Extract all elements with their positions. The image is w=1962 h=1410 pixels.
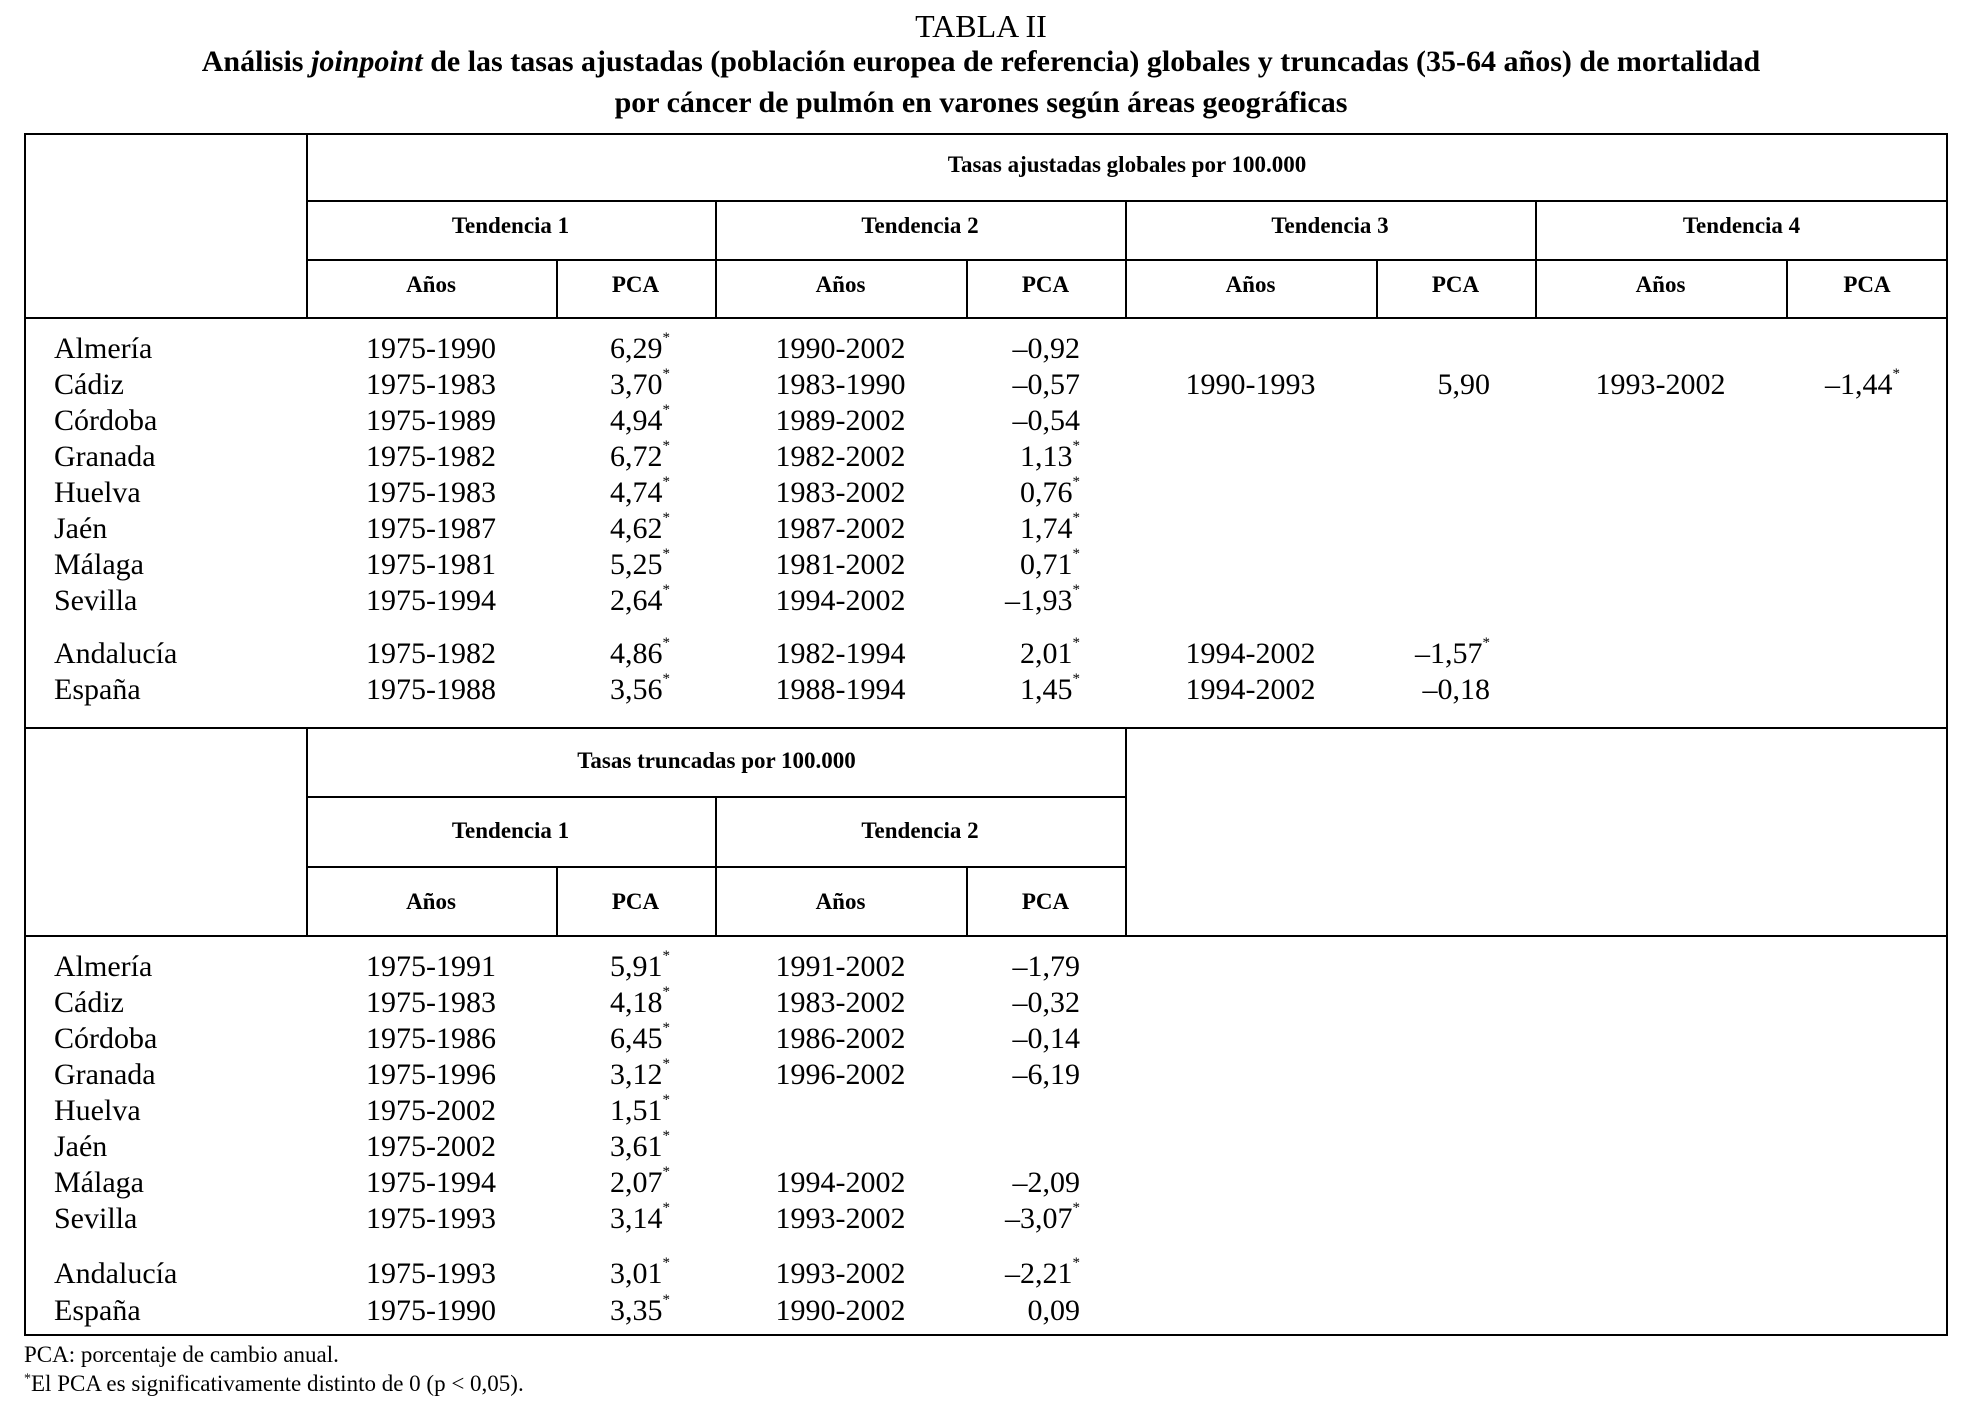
cell-pca xyxy=(1013,367,1081,403)
row-area-value: Córdoba xyxy=(54,1022,158,1055)
cell-years-value: 1990-2002 xyxy=(775,332,906,365)
cell-years-value: 1987-2002 xyxy=(775,512,906,545)
cell-pca-value: –1,93 xyxy=(1005,584,1073,617)
cell-years xyxy=(715,949,966,985)
cell-years-value: 1994-2002 xyxy=(775,584,906,617)
cell-pca-value: –6,19 xyxy=(1012,1058,1080,1091)
header-trend2: Tendencia 2 xyxy=(861,818,979,843)
cell-pca xyxy=(610,1093,670,1129)
row-area xyxy=(54,1093,141,1129)
cell-pca-value: –1,79 xyxy=(1012,950,1080,983)
cell-pca-value: 0,09 xyxy=(1027,1294,1080,1327)
significance-mark: * xyxy=(662,510,670,526)
row-area xyxy=(54,1165,144,1201)
header-trend4: Tendencia 4 xyxy=(1682,213,1801,238)
cell-pca xyxy=(610,1293,670,1329)
rule xyxy=(24,133,1948,135)
cell-pca-value: –0,54 xyxy=(1012,404,1080,437)
cell-years-value: 1975-1990 xyxy=(366,1294,496,1327)
significance-mark: * xyxy=(662,1020,670,1036)
cell-years-value: 1988-1994 xyxy=(775,673,906,706)
cell-years-value: 1975-1993 xyxy=(366,1257,496,1290)
cell-years xyxy=(715,636,966,672)
cell-pca-value: 3,12 xyxy=(610,1058,663,1091)
footnote-significance xyxy=(24,1371,524,1397)
cell-years xyxy=(306,1165,556,1201)
cell-pca-value: 3,70 xyxy=(610,368,663,401)
cell-pca-value: 3,56 xyxy=(610,673,663,706)
cell-years xyxy=(306,1201,556,1237)
significance-mark: * xyxy=(662,402,670,418)
cell-years-value: 1983-1990 xyxy=(775,368,906,401)
cell-years-value: 1993-2002 xyxy=(775,1202,906,1235)
cell-pca xyxy=(1005,1256,1080,1292)
cell-years-value: 1996-2002 xyxy=(775,1058,906,1091)
row-area xyxy=(54,403,157,439)
rule xyxy=(306,259,1948,261)
rule xyxy=(1946,133,1948,1335)
cell-pca xyxy=(610,583,670,619)
cell-pca xyxy=(1013,1165,1081,1201)
cell-pca xyxy=(610,636,670,672)
header-pca: PCA xyxy=(611,272,660,297)
cell-years xyxy=(306,511,556,547)
rule xyxy=(24,1334,1948,1336)
header-pca: PCA xyxy=(1021,272,1070,297)
significance-mark: * xyxy=(662,546,670,562)
cell-years-value: 1975-1983 xyxy=(366,986,496,1019)
cell-years-value: 1983-2002 xyxy=(775,986,906,1019)
cell-pca-value: 3,01 xyxy=(610,1257,663,1290)
significance-mark: * xyxy=(662,474,670,490)
significance-mark: * xyxy=(1072,671,1080,687)
cell-pca-value: –0,92 xyxy=(1012,332,1080,365)
cell-pca-value: 4,18 xyxy=(610,986,663,1019)
cell-years-value: 1975-1983 xyxy=(366,368,496,401)
row-area-value: Andalucía xyxy=(54,637,178,670)
significance-mark: * xyxy=(662,438,670,454)
cell-pca-value: 1,45 xyxy=(1020,673,1073,706)
cell-years xyxy=(715,475,966,511)
cell-years-value: 1975-1981 xyxy=(366,548,496,581)
significance-mark: * xyxy=(1892,366,1900,382)
cell-years-value: 1975-1988 xyxy=(366,673,496,706)
cell-pca-value: –0,18 xyxy=(1422,673,1490,706)
row-area xyxy=(54,475,141,511)
cell-pca-value: 0,76 xyxy=(1020,476,1073,509)
row-area-value: Jaén xyxy=(54,1130,108,1163)
header-pca: PCA xyxy=(1843,272,1891,297)
cell-years xyxy=(1125,672,1376,708)
cell-pca-value: 6,45 xyxy=(610,1022,663,1055)
cell-pca xyxy=(1415,636,1490,672)
row-area-value: Andalucía xyxy=(54,1257,178,1290)
significance-mark: * xyxy=(1072,582,1080,598)
row-area xyxy=(54,331,152,367)
rule xyxy=(24,727,1948,729)
cell-pca-value: 5,91 xyxy=(610,950,663,983)
cell-years xyxy=(306,1256,556,1292)
row-area-value: Huelva xyxy=(54,1094,141,1127)
cell-years-value: 1994-2002 xyxy=(1185,673,1316,706)
cell-years-value: 1975-1986 xyxy=(366,1022,496,1055)
cell-years-value: 1975-1989 xyxy=(366,404,496,437)
cell-pca xyxy=(610,1256,670,1292)
cell-years xyxy=(306,439,556,475)
title-italic: joinpoint xyxy=(310,45,423,78)
row-area xyxy=(54,1256,177,1292)
significance-mark: * xyxy=(662,366,670,382)
cell-pca xyxy=(610,439,670,475)
cell-years xyxy=(306,331,556,367)
cell-years xyxy=(306,367,556,403)
cell-pca-value: 0,71 xyxy=(1020,548,1073,581)
cell-pca-value: 3,35 xyxy=(610,1294,663,1327)
cell-pca-value: –3,07 xyxy=(1005,1202,1073,1235)
table-title-line2: por cáncer de pulmón en varones según áreas geográficas xyxy=(614,86,1348,119)
cell-pca-value: –0,32 xyxy=(1012,986,1080,1019)
significance-mark: * xyxy=(1072,1255,1080,1271)
significance-mark: * xyxy=(1072,635,1080,651)
cell-pca-value: –0,14 xyxy=(1012,1022,1080,1055)
significance-mark: * xyxy=(662,330,670,346)
header-pca: PCA xyxy=(1021,889,1070,914)
cell-pca xyxy=(1013,331,1081,367)
title-part: de las tasas ajustadas (población europea de referencia) globales y truncadas (35-64 años) de mortalidad xyxy=(422,45,1761,78)
significance-mark: * xyxy=(662,671,670,687)
cell-years xyxy=(306,985,556,1021)
cell-pca-value: 1,74 xyxy=(1020,512,1073,545)
cell-pca xyxy=(1020,672,1080,708)
cell-years xyxy=(715,367,966,403)
significance-mark: * xyxy=(1072,1200,1080,1216)
cell-years-value: 1990-2002 xyxy=(775,1294,906,1327)
cell-years xyxy=(1535,367,1786,403)
header-years: Años xyxy=(815,889,866,914)
cell-years-value: 1993-2002 xyxy=(775,1257,906,1290)
cell-pca-value: 3,61 xyxy=(610,1130,663,1163)
cell-pca-value: –0,57 xyxy=(1012,368,1080,401)
cell-pca-value: 2,64 xyxy=(610,584,663,617)
cell-years-value: 1991-2002 xyxy=(775,950,906,983)
cell-pca-value: 1,51 xyxy=(610,1094,663,1127)
cell-pca-value: 5,90 xyxy=(1437,368,1490,401)
row-area-value: Sevilla xyxy=(54,1202,138,1235)
row-area-value: Granada xyxy=(54,1058,156,1091)
header-pca: PCA xyxy=(611,889,660,914)
cell-pca xyxy=(610,1057,670,1093)
cell-pca xyxy=(1020,511,1080,547)
header-years: Años xyxy=(1635,272,1686,297)
cell-years xyxy=(715,511,966,547)
cell-years xyxy=(306,1021,556,1057)
cell-pca xyxy=(1028,1293,1081,1329)
cell-pca-value: 2,01 xyxy=(1020,637,1073,670)
cell-pca-value: –1,44 xyxy=(1825,368,1893,401)
cell-pca-value: 5,25 xyxy=(610,548,663,581)
significance-mark: * xyxy=(1482,635,1490,651)
row-area xyxy=(54,985,124,1021)
cell-years xyxy=(306,403,556,439)
footnote-text: El PCA es significativamente distinto de 0 (p < 0,05). xyxy=(31,1371,524,1396)
cell-years xyxy=(306,636,556,672)
cell-pca xyxy=(1013,1057,1081,1093)
title-part: Análisis xyxy=(201,45,311,78)
cell-pca xyxy=(610,547,670,583)
significance-mark: * xyxy=(662,1255,670,1271)
cell-pca-value: 4,94 xyxy=(610,404,663,437)
significance-mark: * xyxy=(662,984,670,1000)
significance-mark: * xyxy=(662,635,670,651)
cell-years-value: 1982-2002 xyxy=(775,440,906,473)
cell-pca xyxy=(1020,475,1080,511)
cell-years xyxy=(306,1293,556,1329)
header-trend2: Tendencia 2 xyxy=(861,213,979,238)
cell-pca-value: 6,29 xyxy=(610,332,663,365)
significance-mark: * xyxy=(662,1056,670,1072)
cell-years xyxy=(715,1293,966,1329)
cell-pca xyxy=(1005,583,1080,619)
cell-years xyxy=(306,583,556,619)
rule xyxy=(715,796,717,936)
row-area xyxy=(54,439,156,475)
cell-years xyxy=(715,1256,966,1292)
header-trend3: Tendencia 3 xyxy=(1271,213,1389,238)
cell-pca xyxy=(610,1165,670,1201)
row-area-value: Granada xyxy=(54,440,156,473)
row-area-value: Málaga xyxy=(54,548,144,581)
row-area xyxy=(54,1057,156,1093)
header-trend1: Tendencia 1 xyxy=(451,213,570,238)
cell-years-value: 1982-1994 xyxy=(775,637,906,670)
cell-years-value: 1986-2002 xyxy=(775,1022,906,1055)
cell-years xyxy=(715,985,966,1021)
row-area-value: Córdoba xyxy=(54,404,158,437)
cell-years xyxy=(715,1201,966,1237)
row-area-value: España xyxy=(54,1294,141,1327)
row-area-value: Cádiz xyxy=(54,368,124,401)
cell-years-value: 1983-2002 xyxy=(775,476,906,509)
cell-pca-value: 4,62 xyxy=(610,512,663,545)
row-area xyxy=(54,1201,137,1237)
cell-years xyxy=(306,1057,556,1093)
cell-years-value: 1975-1982 xyxy=(366,637,496,670)
row-area xyxy=(54,1021,157,1057)
significance-mark: * xyxy=(662,948,670,964)
footnote-pca: PCA: porcentaje de cambio anual. xyxy=(24,1342,339,1367)
cell-years-value: 1975-1994 xyxy=(366,1166,496,1199)
header-global-rates: Tasas ajustadas globales por 100.000 xyxy=(947,152,1307,177)
cell-years-value: 1990-1993 xyxy=(1185,368,1316,401)
cell-years-value: 1989-2002 xyxy=(775,404,906,437)
cell-pca xyxy=(1020,636,1080,672)
row-area-value: Sevilla xyxy=(54,584,138,617)
cell-years-value: 1981-2002 xyxy=(775,548,906,581)
cell-years-value: 1975-1983 xyxy=(366,476,496,509)
cell-pca xyxy=(1020,439,1080,475)
row-area xyxy=(54,547,144,583)
header-truncated-rates: Tasas truncadas por 100.000 xyxy=(577,748,856,773)
cell-years xyxy=(306,475,556,511)
row-area xyxy=(54,949,152,985)
cell-pca xyxy=(610,985,670,1021)
cell-years xyxy=(715,439,966,475)
header-years: Años xyxy=(406,889,456,914)
rule xyxy=(24,133,26,1335)
cell-pca xyxy=(610,475,670,511)
significance-mark: * xyxy=(662,1164,670,1180)
cell-years-value: 1975-1991 xyxy=(366,950,496,983)
row-area xyxy=(54,1129,107,1165)
significance-mark: * xyxy=(1072,438,1080,454)
cell-pca xyxy=(1013,1021,1081,1057)
rule xyxy=(24,317,1948,319)
row-area-value: Cádiz xyxy=(54,986,124,1019)
cell-years xyxy=(1125,636,1376,672)
rule xyxy=(306,200,1948,202)
cell-years xyxy=(306,1093,556,1129)
cell-years xyxy=(306,1129,556,1165)
row-area xyxy=(54,636,177,672)
cell-years-value: 1994-2002 xyxy=(775,1166,906,1199)
cell-pca xyxy=(610,1201,670,1237)
cell-pca xyxy=(610,331,670,367)
significance-mark: * xyxy=(662,1128,670,1144)
cell-pca xyxy=(1013,985,1081,1021)
table-label: TABLA II xyxy=(915,8,1047,44)
cell-pca xyxy=(1005,1201,1080,1237)
cell-pca-value: –2,21 xyxy=(1005,1257,1073,1290)
row-area-value: Málaga xyxy=(54,1166,144,1199)
header-pca: PCA xyxy=(1431,272,1480,297)
cell-pca-value: 4,86 xyxy=(610,637,663,670)
cell-years xyxy=(306,949,556,985)
cell-years-value: 1994-2002 xyxy=(1185,637,1316,670)
significance-mark: * xyxy=(1072,546,1080,562)
cell-years-value: 1975-1993 xyxy=(366,1202,496,1235)
cell-years-value: 1975-1994 xyxy=(366,584,496,617)
cell-pca xyxy=(610,367,670,403)
header-years: Años xyxy=(815,272,866,297)
cell-years-value: 1975-1982 xyxy=(366,440,496,473)
cell-pca xyxy=(1020,547,1080,583)
cell-pca xyxy=(610,511,670,547)
cell-years xyxy=(306,547,556,583)
cell-years-value: 1975-1987 xyxy=(366,512,496,545)
cell-years-value: 1975-1996 xyxy=(366,1058,496,1091)
cell-pca-value: 4,74 xyxy=(610,476,663,509)
row-area-value: Almería xyxy=(54,332,153,365)
row-area-value: Almería xyxy=(54,950,153,983)
significance-mark: * xyxy=(1072,474,1080,490)
row-area-value: Jaén xyxy=(54,512,108,545)
cell-pca xyxy=(610,1129,670,1165)
cell-pca-value: 1,13 xyxy=(1020,440,1073,473)
cell-years xyxy=(1125,367,1376,403)
cell-years xyxy=(715,403,966,439)
cell-pca-value: –1,57 xyxy=(1415,637,1483,670)
cell-pca xyxy=(1423,672,1491,708)
cell-years xyxy=(715,672,966,708)
row-area-value: Huelva xyxy=(54,476,141,509)
cell-pca xyxy=(1825,367,1900,403)
header-years: Años xyxy=(406,272,456,297)
cell-pca xyxy=(610,949,670,985)
cell-years-value: 1975-2002 xyxy=(366,1130,496,1163)
row-area xyxy=(54,367,124,403)
significance-mark: * xyxy=(662,1292,670,1308)
cell-pca xyxy=(610,1021,670,1057)
cell-years-value: 1993-2002 xyxy=(1595,368,1726,401)
cell-pca xyxy=(1013,949,1081,985)
significance-mark: * xyxy=(1072,510,1080,526)
cell-years xyxy=(715,583,966,619)
footnote-mark: * xyxy=(24,1371,31,1387)
table-title-line1 xyxy=(0,45,1962,79)
cell-pca xyxy=(610,403,670,439)
significance-mark: * xyxy=(662,582,670,598)
cell-years xyxy=(715,1021,966,1057)
significance-mark: * xyxy=(662,1200,670,1216)
row-area-value: España xyxy=(54,673,141,706)
cell-pca xyxy=(610,672,670,708)
cell-years xyxy=(715,1165,966,1201)
header-trend1: Tendencia 1 xyxy=(451,818,570,843)
cell-pca-value: 3,14 xyxy=(610,1202,663,1235)
cell-years xyxy=(306,672,556,708)
cell-pca-value: 6,72 xyxy=(610,440,663,473)
cell-pca xyxy=(1013,403,1081,439)
significance-mark: * xyxy=(662,1092,670,1108)
cell-years xyxy=(715,1057,966,1093)
cell-pca-value: 2,07 xyxy=(610,1166,663,1199)
cell-pca-value: –2,09 xyxy=(1012,1166,1080,1199)
cell-years-value: 1975-1990 xyxy=(366,332,496,365)
cell-years xyxy=(715,331,966,367)
cell-pca xyxy=(1438,367,1491,403)
row-area xyxy=(54,672,141,708)
rule xyxy=(24,935,1948,937)
row-area xyxy=(54,511,107,547)
header-years: Años xyxy=(1225,272,1276,297)
row-area xyxy=(54,583,137,619)
cell-years-value: 1975-2002 xyxy=(366,1094,496,1127)
cell-years xyxy=(715,547,966,583)
row-area xyxy=(54,1293,141,1329)
